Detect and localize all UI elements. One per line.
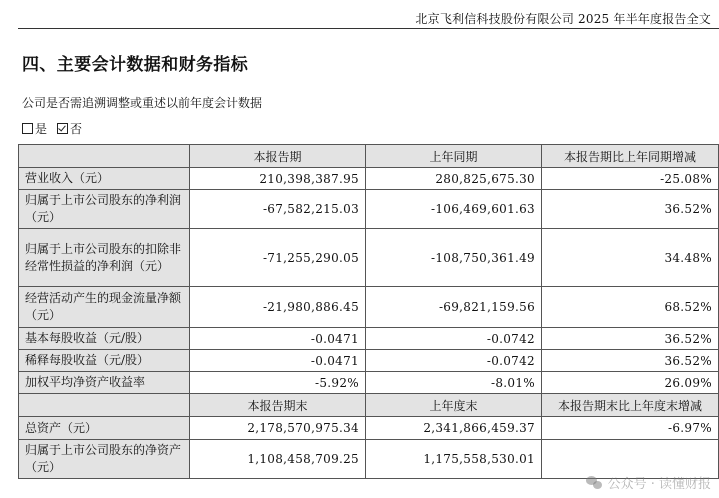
table-row (19, 417, 719, 440)
cell-current: 210,398,387.95 (190, 168, 366, 190)
header-current-period: 本报告期 (190, 145, 366, 168)
table-row (19, 190, 719, 229)
header-prior-period: 上年同期 (366, 145, 542, 168)
header-divider (18, 28, 719, 29)
cell-change: 36.52% (542, 328, 719, 350)
cell-prior: -8.01% (366, 372, 542, 394)
subheader-prior-year-end: 上年度末 (366, 394, 542, 417)
cell-current: -71,255,290.05 (190, 229, 366, 287)
cell-prior: -69,821,159.56 (366, 287, 542, 328)
cell-current: -5.92% (190, 372, 366, 394)
choice-no-label: 否 (70, 122, 83, 136)
cell-change: 36.52% (542, 350, 719, 372)
row-label: 稀释每股收益（元/股） (19, 350, 190, 372)
choice-no[interactable] (57, 120, 82, 137)
cell-change: 68.52% (542, 287, 719, 328)
row-label: 加权平均净资产收益率 (19, 372, 190, 394)
section-title: 四、主要会计数据和财务指标 (22, 55, 249, 75)
cell-change: 26.09% (542, 372, 719, 394)
table-header-row (19, 145, 719, 168)
choice-yes[interactable] (22, 120, 47, 137)
subheader-blank-cell (19, 394, 190, 417)
cell-current: -0.0471 (190, 328, 366, 350)
row-label: 归属于上市公司股东的扣除非经常性损益的净利润（元） (19, 229, 190, 287)
cell-change: 34.48% (542, 229, 719, 287)
row-label: 总资产（元） (19, 417, 190, 440)
cell-prior: -0.0742 (366, 350, 542, 372)
cell-current: -21,980,886.45 (190, 287, 366, 328)
header-change: 本报告期比上年同期增减 (542, 145, 719, 168)
cell-prior: -108,750,361.49 (366, 229, 542, 287)
table-row (19, 229, 719, 287)
cell-change: -6.97% (542, 417, 719, 440)
cell-prior: 1,175,558,530.01 (366, 440, 542, 479)
cell-current: -0.0471 (190, 350, 366, 372)
cell-change: 36.52% (542, 190, 719, 229)
row-label: 营业收入（元） (19, 168, 190, 190)
subheader-period-end: 本报告期末 (190, 394, 366, 417)
header-blank-cell (19, 145, 190, 168)
cell-current: 1,108,458,709.25 (190, 440, 366, 479)
table-subheader-row (19, 394, 719, 417)
table-row (19, 287, 719, 328)
subheader-change: 本报告期末比上年度末增减 (542, 394, 719, 417)
cell-change (542, 440, 719, 479)
cell-prior: 2,341,866,459.37 (366, 417, 542, 440)
table-row (19, 372, 719, 394)
choice-yes-label: 是 (35, 122, 48, 136)
table-row (19, 168, 719, 190)
cell-change: -25.08% (542, 168, 719, 190)
cell-prior: -0.0742 (366, 328, 542, 350)
row-label: 归属于上市公司股东的净资产（元） (19, 440, 190, 479)
table-row (19, 350, 719, 372)
cell-current: 2,178,570,975.34 (190, 417, 366, 440)
checkbox-unchecked-icon (22, 123, 33, 134)
report-header: 北京飞利信科技股份有限公司 2025 年半年度报告全文 (415, 12, 711, 26)
row-label: 基本每股收益（元/股） (19, 328, 190, 350)
restatement-choices (22, 120, 88, 137)
cell-current: -67,582,215.03 (190, 190, 366, 229)
financial-data-table (18, 144, 719, 479)
restatement-question: 公司是否需追溯调整或重述以前年度会计数据 (22, 96, 263, 110)
checkbox-checked-icon (57, 123, 68, 134)
table-row (19, 440, 719, 479)
row-label: 经营活动产生的现金流量净额（元） (19, 287, 190, 328)
table-row (19, 328, 719, 350)
watermark-text: 公众号 · 读懂财报 (607, 477, 711, 492)
cell-prior: -106,469,601.63 (366, 190, 542, 229)
row-label: 归属于上市公司股东的净利润（元） (19, 190, 190, 229)
cell-prior: 280,825,675.30 (366, 168, 542, 190)
